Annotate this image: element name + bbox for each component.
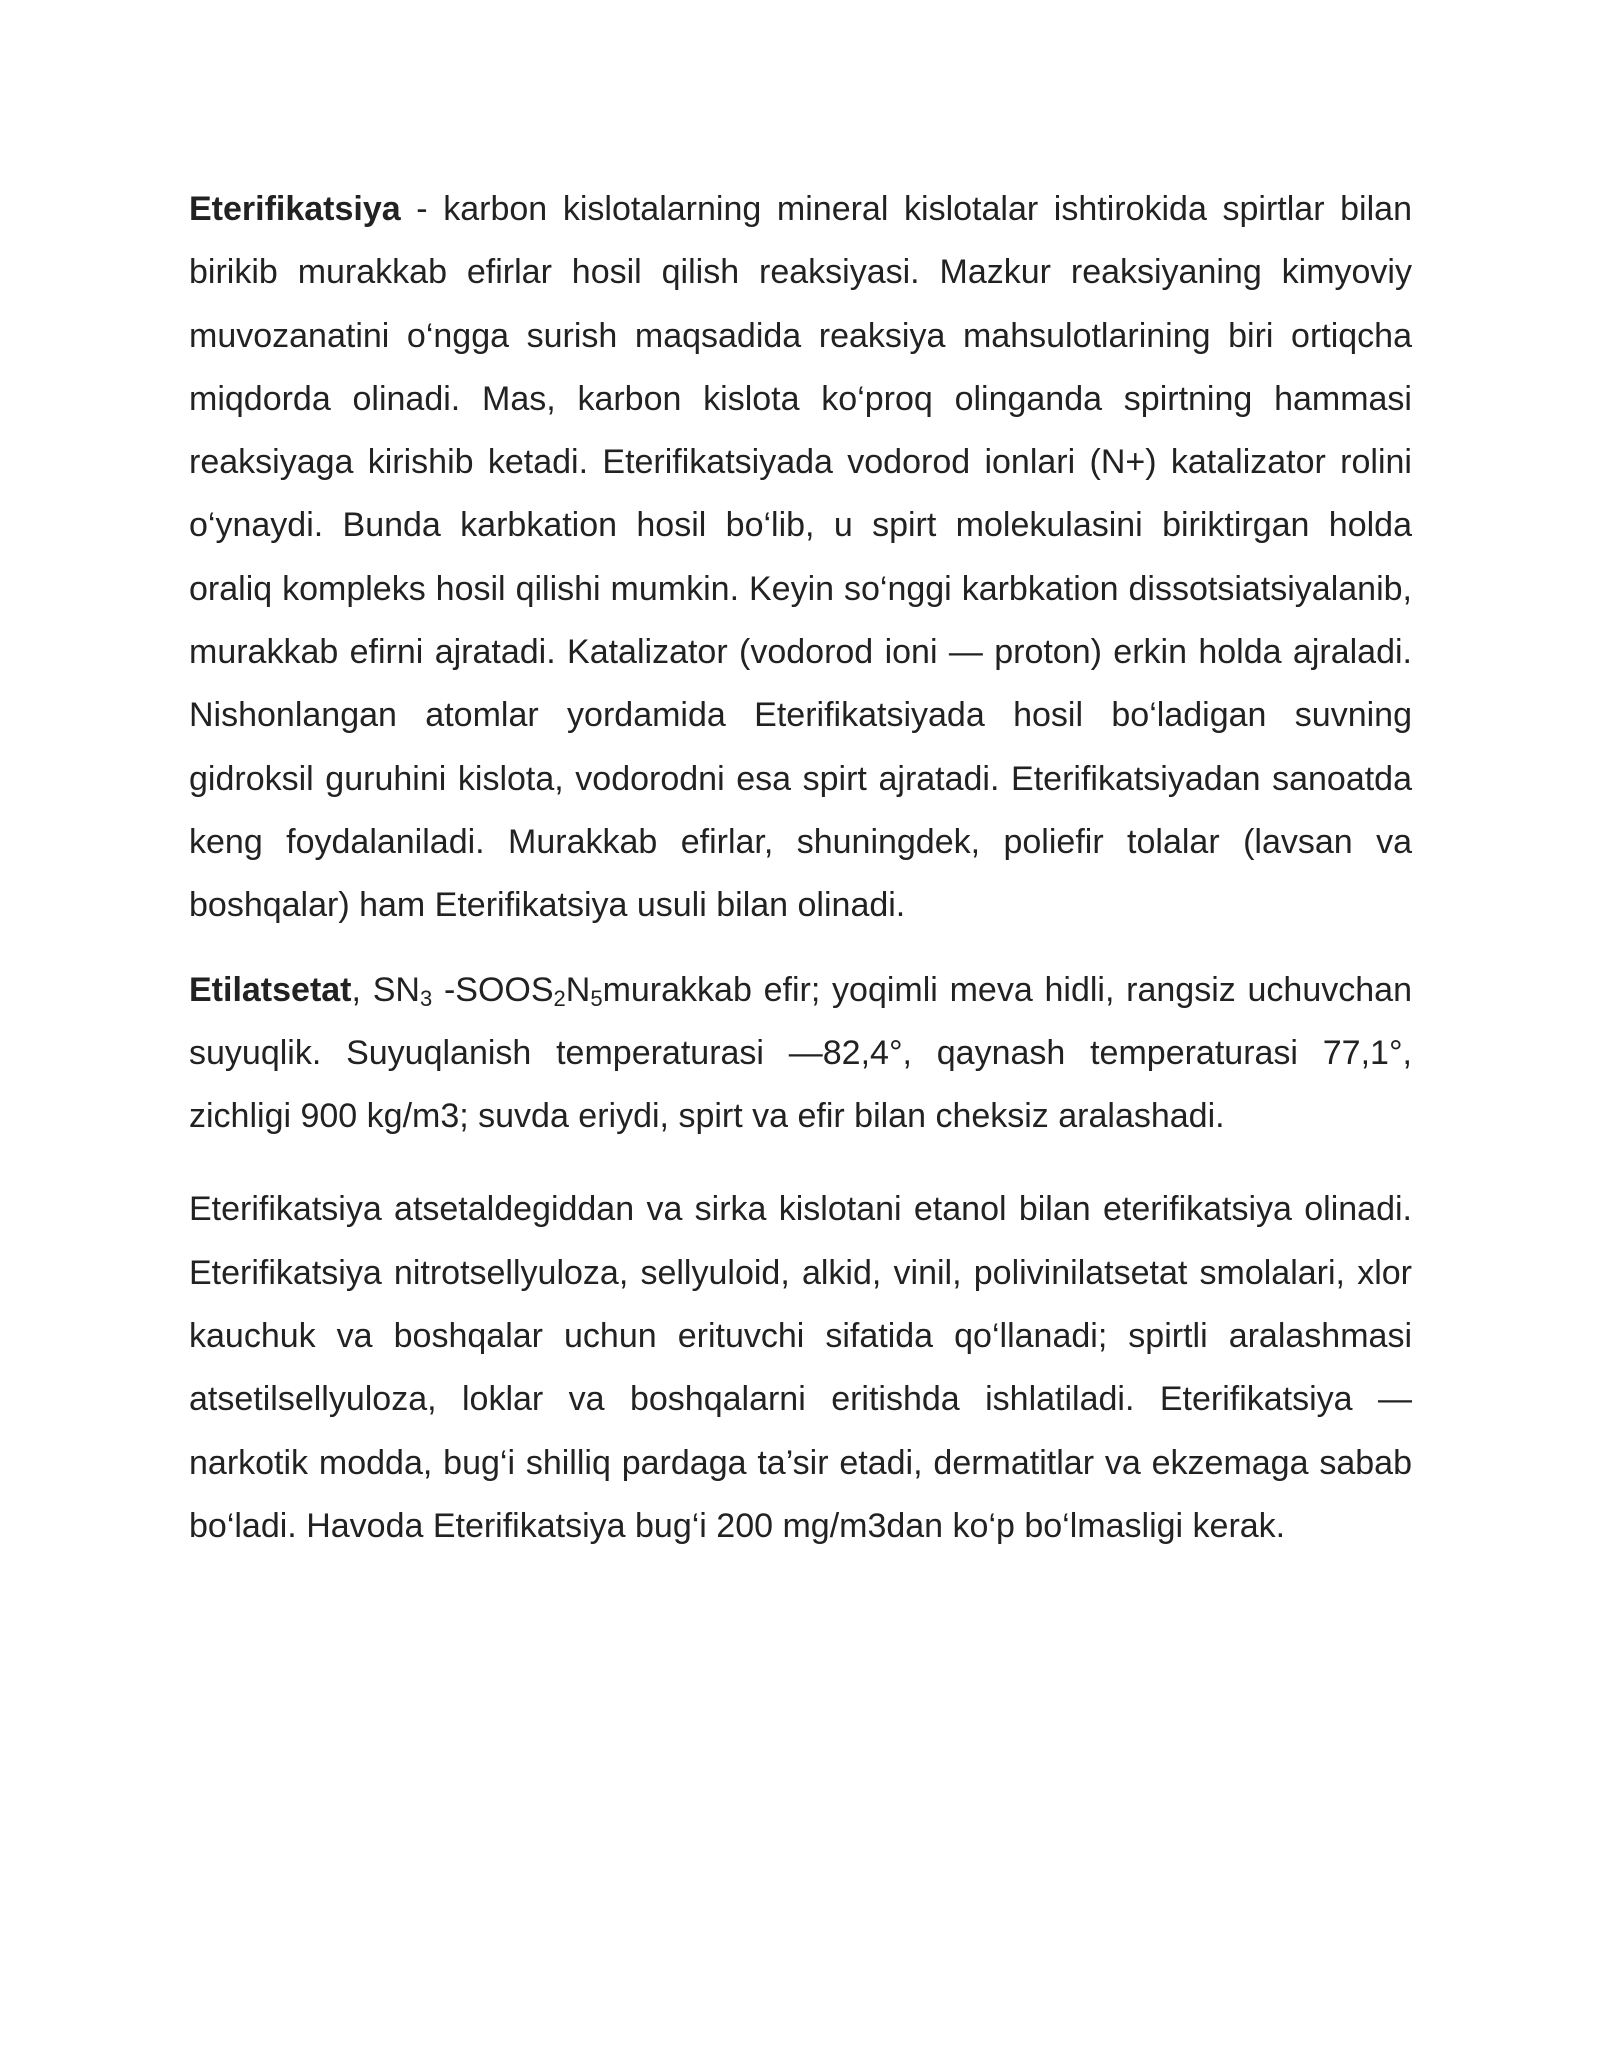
paragraph-etilatsetat xyxy=(189,959,1412,1149)
term-etilatsetat: Etilatsetat xyxy=(189,970,352,1009)
paragraph-usage xyxy=(189,1178,1412,1558)
term-eterifikatsiya: Eterifikatsiya xyxy=(189,190,401,228)
formula-part: -SOOS xyxy=(432,970,554,1009)
document-page xyxy=(189,178,1412,1558)
paragraph-text: - karbon kislotalarning mineral kislotalar ishtirokida spirtlar bilan birikib murakkab efirlar hosil qilish reaksiyasi. Mazkur reaksiyaning kimyoviy muvozanatini o‘ngga surish maqsadida reaksiya mahsulotlarining biri ortiqcha miqdorda olinadi. Mas, karbon kislota ko‘proq olinganda spirtning hammasi reaksiyaga kirishib ketadi. Eterifikatsiyada vodorod ionlari (N+) katalizator rolini o‘ynaydi. Bunda karbkation hosil bo‘lib, u spirt molekulasini biriktirgan holda oraliq kompleks hosil qilishi mumkin. Keyin so‘nggi karbkation dissotsiatsiyalanib, murakkab efirni ajratadi. Katalizator (vodorod ioni — proton) erkin holda ajraladi. Nishonlangan atomlar yordamida Eterifikatsiyada hosil bo‘ladigan suvning gidroksil guruhini kislota, vodorodni esa spirt ajratadi. Eterifikatsiyadan sanoatda keng foydalaniladi. Murakkab efirlar, shuningdek, poliefir tolalar (lavsan va boshqalar) ham Eterifikatsiya usuli bilan olinadi. xyxy=(189,190,1412,925)
paragraph-eterifikatsiya xyxy=(189,178,1412,938)
formula-subscript: 2 xyxy=(553,985,566,1011)
paragraph-text: murakkab efir; yoqimli meva hidli, rangsiz uchuvchan suyuqlik. Suyuqlanish temperaturasi —82,4°, qaynash temperaturasi 77,1°, zichligi 900 kg/m3; suvda eriydi, spirt va efir bilan cheksiz aralashadi. xyxy=(189,970,1412,1136)
formula-subscript: 3 xyxy=(419,985,433,1011)
paragraph-text: Eterifikatsiya atsetaldegiddan va sirka kislotani etanol bilan eterifikatsiya olinadi. Eterifikatsiya nitrotsellyuloza, sellyuloid, alkid, vinil, polivinilatsetat smolalari, xlor kauchuk va boshqalar uchun erituvchi sifatida qo‘llanadi; spirtli aralashmasi atsetilsellyuloza, loklar va boshqalarni eritishda ishlatiladi. Eterifikatsiya — narkotik modda, bug‘i shilliq pardaga ta’sir etadi, dermatitlar va ekzemaga sabab bo‘ladi. Havoda Eterifikatsiya bug‘i 200 mg/m3dan ko‘p bo‘lmasligi kerak. xyxy=(189,1190,1412,1545)
formula-subscript: 5 xyxy=(590,985,603,1011)
formula-part: N xyxy=(565,970,591,1009)
formula-part: , SN xyxy=(351,970,420,1009)
